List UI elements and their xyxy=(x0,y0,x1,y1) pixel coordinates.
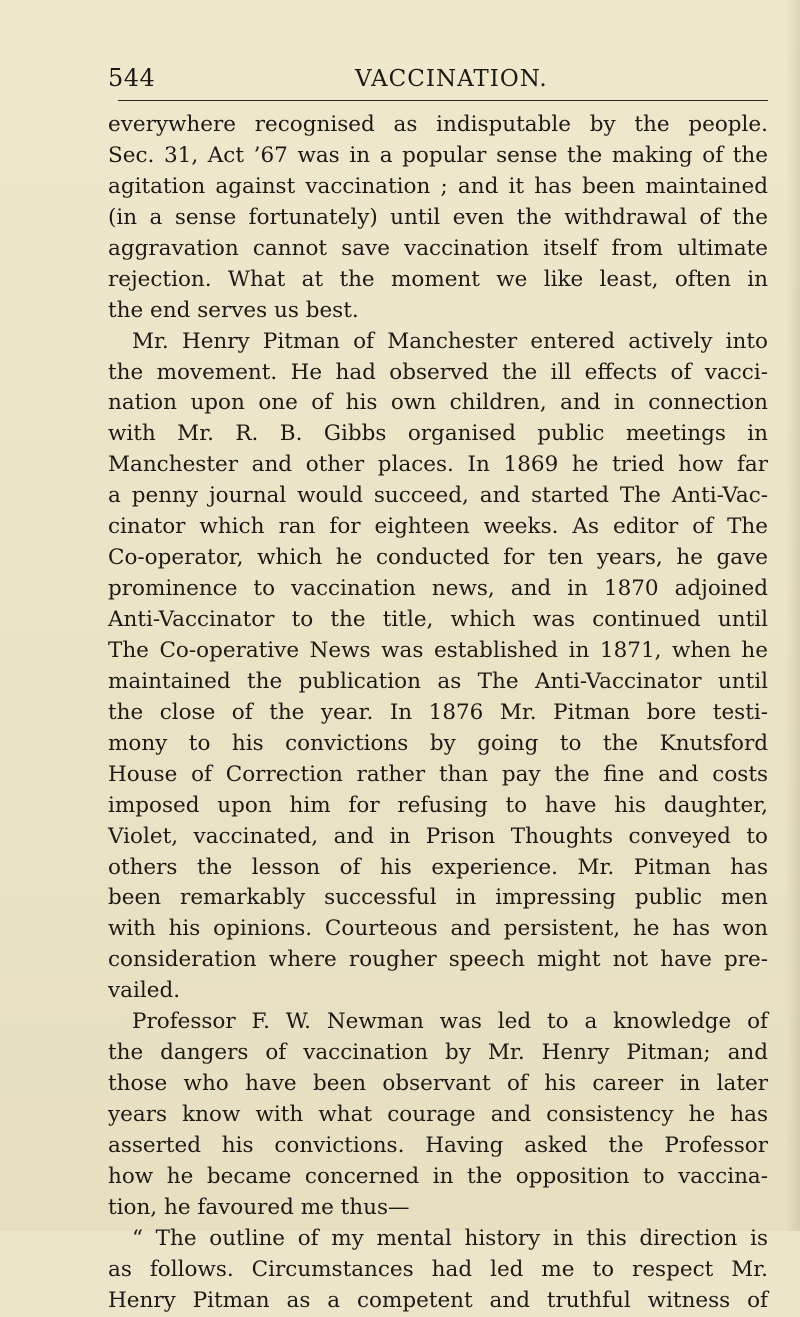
text-line: with his opinions. Courteous and persistent, he has won xyxy=(108,916,768,942)
text-line: consideration where rougher speech might not have pre- xyxy=(108,947,768,973)
text-line: Mr. Henry Pitman of Manchester entered actively into xyxy=(132,328,768,354)
text-line: House of Correction rather than pay the fine and costs xyxy=(108,761,768,787)
running-head xyxy=(0,58,800,98)
text-line: Anti-Vaccinator to the title, which was continued until xyxy=(108,607,768,632)
text-line: those who have been observant of his career in later xyxy=(108,1071,768,1097)
text-line: others the lesson of his experience. Mr. Pitman has xyxy=(108,854,768,880)
text-line: Henry Pitman as a competent and truthful witness of xyxy=(108,1287,768,1313)
page-edge-shadow xyxy=(786,0,800,1231)
text-line: Violet, vaccinated, and in Prison Thoughts conveyed to xyxy=(108,823,768,849)
text-line: as follows. Circumstances had led me to respect Mr. xyxy=(108,1256,768,1282)
text-line: the movement. He had observed the ill effects of vacci- xyxy=(108,359,768,385)
running-title: VACCINATION. xyxy=(355,66,548,92)
text-line: tion, he favoured me thus— xyxy=(108,1194,410,1220)
text-line: the end serves us best. xyxy=(108,297,359,323)
text-line: Co-operator, which he conducted for ten years, he gave xyxy=(108,545,768,571)
text-line: prominence to vaccination news, and in 1870 adjoined xyxy=(108,576,768,602)
text-line: everywhere recognised as indisputable by the people. xyxy=(108,112,768,137)
text-line: “ The outline of my mental history in this direction is xyxy=(132,1225,768,1251)
text-line: cinator which ran for eighteen weeks. As editor of The xyxy=(108,514,768,540)
text-line: Professor F. W. Newman was led to a knowledge of xyxy=(132,1009,768,1035)
text-line: Sec. 31, Act ’67 was in a popular sense the making of the xyxy=(108,142,768,168)
text-line: rejection. What at the moment we like least, often in xyxy=(108,266,768,292)
text-line: a penny journal would succeed, and started The Anti-Vac- xyxy=(108,483,768,509)
text-line: the close of the year. In 1876 Mr. Pitman bore testi- xyxy=(108,699,768,725)
text-line: aggravation cannot save vaccination itself from ultimate xyxy=(108,235,768,261)
text-line: asserted his convictions. Having asked the Professor xyxy=(108,1132,768,1158)
text-line: nation upon one of his own children, and in connection xyxy=(108,390,768,416)
page-number: 544 xyxy=(108,64,156,92)
text-line: agitation against vaccination ; and it has been maintained xyxy=(108,173,768,199)
text-line: maintained the publication as The Anti-Vaccinator until xyxy=(108,668,768,694)
text-line: with Mr. R. B. Gibbs organised public meetings in xyxy=(108,421,768,447)
header-rule xyxy=(118,100,768,101)
text-line: imposed upon him for refusing to have his daughter, xyxy=(108,792,768,818)
text-line: The Co-operative News was established in 1871, when he xyxy=(108,637,768,663)
text-line: been remarkably successful in impressing public men xyxy=(108,885,768,911)
text-line: the dangers of vaccination by Mr. Henry Pitman; and xyxy=(108,1040,768,1066)
text-line: vailed. xyxy=(108,978,181,1004)
text-line: how he became concerned in the opposition to vaccina- xyxy=(108,1163,768,1189)
text-line: mony to his convictions by going to the Knutsford xyxy=(108,730,768,756)
text-line: Manchester and other places. In 1869 he tried how far xyxy=(108,452,768,478)
body-text xyxy=(108,110,768,1317)
text-line: years know with what courage and consistency he has xyxy=(108,1102,768,1127)
text-line: (in a sense fortunately) until even the withdrawal of the xyxy=(108,204,768,230)
